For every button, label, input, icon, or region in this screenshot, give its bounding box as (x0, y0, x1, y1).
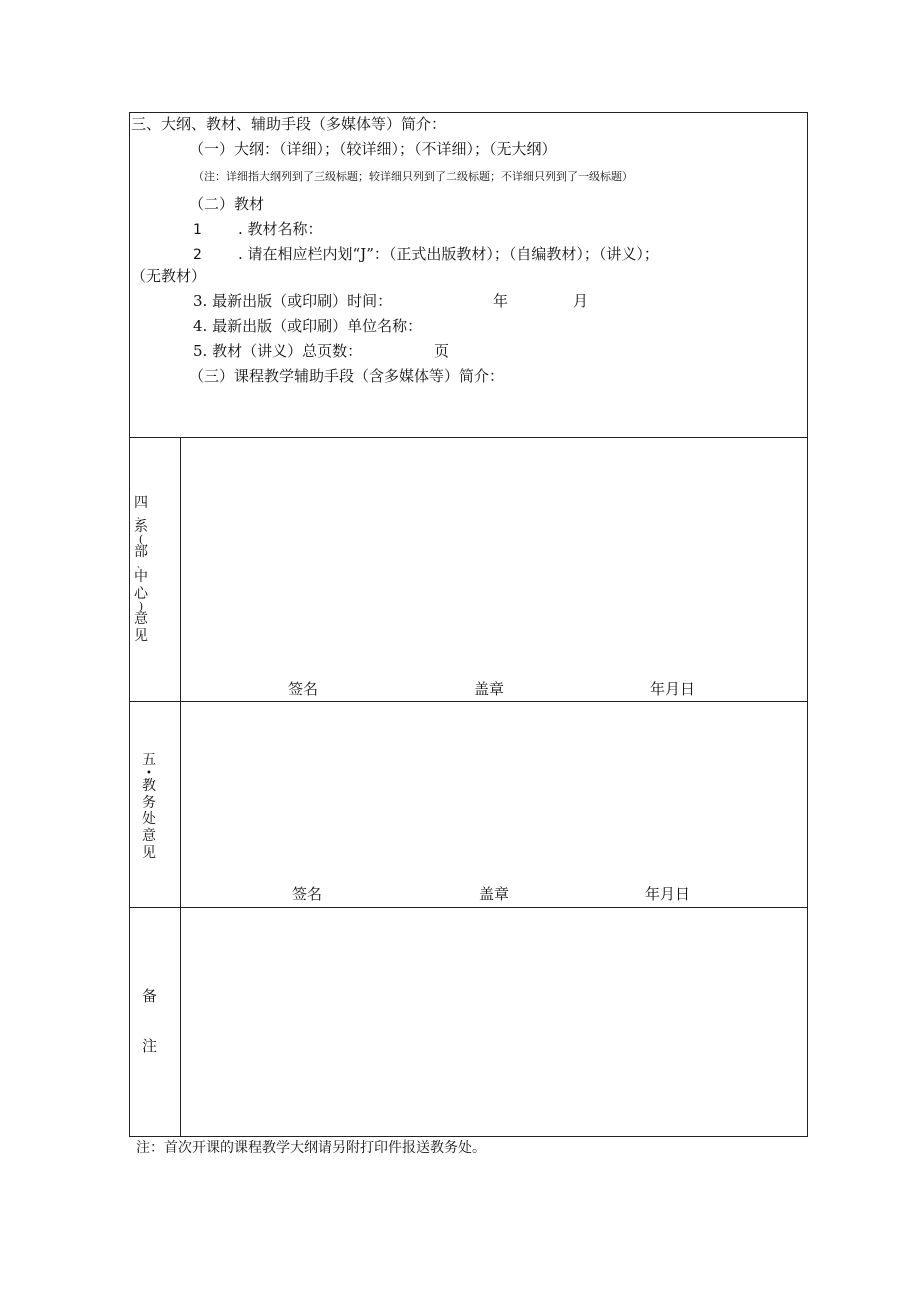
item3-text: 3. 最新出版（或印刷）时间： (193, 292, 393, 310)
item5-unit: 页 (434, 342, 450, 360)
textbook-heading: （二）教材 (189, 195, 265, 213)
item3-month-label: 月 (573, 292, 589, 310)
section5-date-label: 年月日 (645, 885, 691, 903)
row-divider (129, 701, 808, 702)
item2-continuation: （无教材） (131, 267, 207, 285)
footer-note: 注：首次开课的课程教学大纲请另附打印件报送教务处。 (136, 1140, 486, 1156)
item4-text: 4. 最新出版（或印刷）单位名称： (193, 317, 423, 335)
row-divider (129, 907, 808, 908)
item3-year-label: 年 (493, 292, 509, 310)
section3-title: 三、大纲、教材、辅助手段（多媒体等）简介： (131, 115, 447, 133)
section4-label: 四 、 系 ( 部 、 中 心 ) 意 见 (134, 495, 148, 644)
form-table (129, 112, 808, 1137)
item1-number: 1 (193, 222, 202, 238)
aids-heading: （三）课程教学辅助手段（含多媒体等）简介： (189, 367, 505, 385)
row-divider (129, 437, 808, 438)
item5-text: 5. 教材（讲义）总页数： (193, 342, 363, 360)
syllabus-line: （一）大纲：（详细）；（较详细）；（不详细）；（无大纲） (189, 140, 557, 158)
item1-text: . 教材名称： (238, 220, 323, 238)
section4-date-label: 年月日 (650, 680, 696, 698)
column-divider (180, 437, 181, 1137)
section5-seal-label: 盖章 (479, 885, 510, 903)
section5-label: 五 • 教 务 处 意 见 (142, 752, 156, 861)
section4-seal-label: 盖章 (474, 680, 505, 698)
item2-number: 2 (193, 247, 202, 263)
section5-sign-label: 签名 (292, 885, 323, 903)
remarks-label-2: 注 (142, 1037, 158, 1055)
remarks-label-1: 备 (142, 987, 158, 1005)
item2-text: . 请在相应栏内划“J”：（正式出版教材）；（自编教材）；（讲义）； (238, 245, 659, 263)
section4-sign-label: 签名 (288, 680, 319, 698)
syllabus-note: （注：详细指大纲列到了三级标题；较详细只列到了二级标题；不详细只列到了一级标题） (193, 170, 633, 183)
